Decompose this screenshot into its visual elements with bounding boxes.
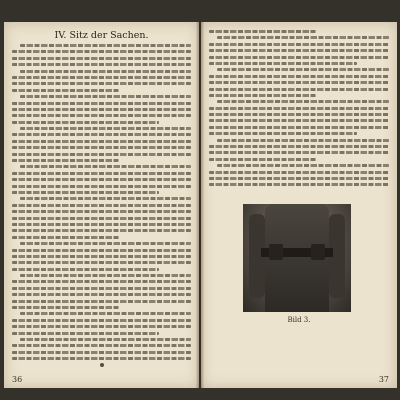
text-line [209, 49, 389, 52]
text-line [12, 344, 191, 347]
text-line [209, 126, 389, 129]
text-line [209, 56, 389, 59]
text-line [209, 183, 389, 186]
text-line [20, 95, 191, 98]
text-line [12, 89, 119, 92]
text-line [12, 191, 159, 194]
text-line [12, 351, 191, 354]
text-line [12, 255, 191, 258]
text-line [20, 312, 191, 315]
text-line [209, 158, 317, 161]
text-line [209, 88, 389, 91]
right-page-body-text [209, 30, 389, 186]
text-line [217, 139, 389, 142]
text-line [20, 165, 191, 168]
text-line [12, 57, 191, 60]
figure-pouch-right [311, 244, 325, 260]
text-line [209, 62, 357, 65]
text-line [209, 119, 389, 122]
text-line [12, 185, 191, 188]
text-line [209, 94, 317, 97]
left-page-number: 36 [12, 375, 23, 384]
text-line [217, 164, 389, 167]
text-line [209, 81, 389, 84]
text-line [20, 274, 191, 277]
text-line [12, 63, 191, 66]
text-line [217, 100, 389, 103]
text-line [12, 178, 191, 181]
text-line [12, 82, 191, 85]
text-line [12, 210, 191, 213]
text-line [20, 70, 191, 73]
text-line [12, 108, 191, 111]
left-page-heading: IV. Sitz der Sachen. [54, 30, 149, 41]
text-line [217, 36, 389, 39]
text-line [12, 146, 191, 149]
right-page-number: 37 [378, 375, 389, 384]
text-line [12, 332, 159, 335]
text-line [12, 50, 191, 53]
text-line [12, 76, 191, 79]
text-line [12, 236, 119, 239]
text-line [12, 102, 191, 105]
text-line [12, 325, 191, 328]
text-line [12, 249, 191, 252]
text-line [12, 223, 191, 226]
text-line [12, 121, 159, 124]
figure-pouch-left [269, 244, 283, 260]
text-line [209, 43, 389, 46]
text-line [12, 357, 191, 360]
text-line [209, 30, 317, 33]
text-line [12, 204, 191, 207]
left-page-text-column [12, 30, 191, 382]
text-line [209, 132, 357, 135]
text-line [20, 127, 191, 130]
text-line [209, 177, 389, 180]
text-line [12, 114, 191, 117]
text-line [12, 217, 191, 220]
page-mark [100, 363, 104, 367]
text-line [12, 133, 191, 136]
text-line [209, 107, 389, 110]
text-line [12, 306, 119, 309]
text-line [12, 229, 191, 232]
text-line [12, 300, 191, 303]
text-line [12, 153, 191, 156]
text-line [12, 261, 191, 264]
text-line [12, 268, 159, 271]
text-line [209, 75, 389, 78]
uniform-photo-figure [243, 204, 351, 312]
text-line [12, 172, 191, 175]
text-line [209, 113, 389, 116]
text-line [209, 145, 389, 148]
text-line [12, 280, 191, 283]
text-line [209, 151, 389, 154]
figure-caption: Bild 3. [287, 316, 311, 324]
left-page [4, 22, 199, 388]
right-page [201, 22, 397, 388]
text-line [209, 171, 389, 174]
text-line [12, 293, 191, 296]
text-line [12, 319, 191, 322]
book-gutter [196, 22, 204, 388]
text-line [12, 287, 191, 290]
text-line [20, 197, 191, 200]
text-line [20, 44, 191, 47]
text-line [20, 338, 191, 341]
text-line [12, 140, 191, 143]
text-line [12, 159, 119, 162]
left-page-body-text [12, 44, 191, 360]
text-line [20, 242, 191, 245]
text-line [217, 68, 389, 71]
